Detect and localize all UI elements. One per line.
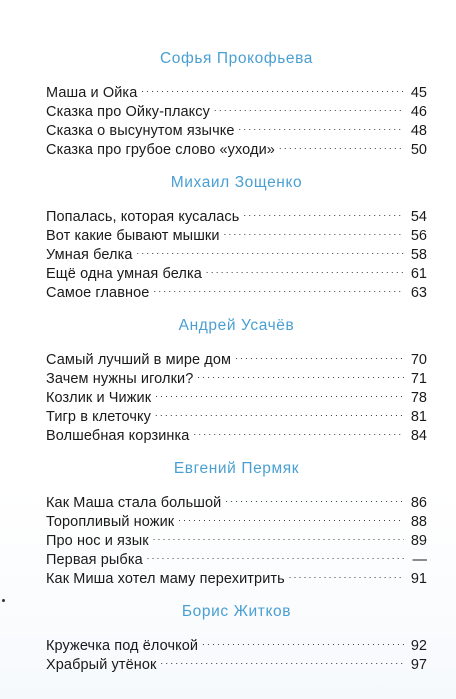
toc-section xyxy=(46,313,427,444)
stray-ink-mark xyxy=(2,599,5,602)
entry-list xyxy=(46,202,427,301)
entry-list xyxy=(46,78,427,158)
entry-page-number: 48 xyxy=(410,123,427,139)
dot-leader xyxy=(147,545,404,564)
dot-leader xyxy=(155,402,404,421)
dot-leader xyxy=(289,564,404,583)
dot-leader xyxy=(224,221,404,240)
entry-page-number: 58 xyxy=(410,247,427,263)
entry-page-number: 46 xyxy=(410,104,427,120)
dot-leader xyxy=(153,526,404,545)
toc-entry xyxy=(46,78,427,101)
dot-leader xyxy=(197,364,404,383)
dot-leader xyxy=(178,507,404,526)
entry-page-number: 86 xyxy=(410,495,427,511)
entry-page-number: 61 xyxy=(410,266,427,282)
dot-leader xyxy=(235,345,404,364)
entry-page-number: 63 xyxy=(410,285,427,301)
entry-title: Зачем нужны иголки? xyxy=(46,371,194,387)
dot-leader xyxy=(137,240,405,259)
entry-title: Как Миша хотел маму перехитрить xyxy=(46,571,285,587)
dot-leader xyxy=(225,488,404,507)
entry-page-number: 71 xyxy=(410,371,427,387)
entry-page-number: 88 xyxy=(410,514,427,530)
toc-entry xyxy=(46,202,427,225)
entry-title: Самый лучший в мире дом xyxy=(46,352,232,368)
entry-title: Козлик и Чижик xyxy=(46,390,152,406)
toc-entry xyxy=(46,488,427,511)
entry-title: Маша и Ойка xyxy=(46,85,138,101)
dot-leader xyxy=(193,421,404,440)
toc-section xyxy=(46,456,427,587)
entry-title: Первая рыбка xyxy=(46,552,143,568)
toc-entry xyxy=(46,345,427,368)
entry-page-number: 50 xyxy=(410,142,427,158)
dot-leader xyxy=(141,78,404,97)
entry-title: Вот какие бывают мышки xyxy=(46,228,220,244)
entry-title: Кружечка под ёлочкой xyxy=(46,638,199,654)
entry-page-number: 97 xyxy=(410,657,427,673)
entry-page-number: 78 xyxy=(410,390,427,406)
entry-title: Тигр в клеточку xyxy=(46,409,152,425)
entry-list xyxy=(46,345,427,444)
entry-page-number: — xyxy=(412,552,427,568)
author-heading: Михаил Зощенко xyxy=(170,174,303,191)
dot-leader xyxy=(161,650,405,669)
entry-page-number: 45 xyxy=(410,85,427,101)
entry-title: Храбрый утёнок xyxy=(46,657,157,673)
dot-leader xyxy=(239,116,404,135)
entry-title: Про нос и язык xyxy=(46,533,149,549)
entry-title: Как Маша стала большой xyxy=(46,495,222,511)
table-of-contents xyxy=(46,46,427,673)
entry-page-number: 84 xyxy=(410,428,427,444)
author-heading: Софья Прокофьева xyxy=(159,50,314,67)
entry-title: Сказка про грубое слово «уходи» xyxy=(46,142,275,158)
toc-section xyxy=(46,46,427,158)
entry-page-number: 54 xyxy=(410,209,427,225)
entry-title: Самое главное xyxy=(46,285,150,301)
toc-section xyxy=(46,170,427,301)
dot-leader xyxy=(214,97,404,116)
entry-page-number: 56 xyxy=(410,228,427,244)
toc-section xyxy=(46,599,427,673)
entry-page-number: 92 xyxy=(410,638,427,654)
dot-leader xyxy=(206,259,404,278)
dot-leader xyxy=(279,135,404,154)
dot-leader xyxy=(202,631,404,650)
author-heading: Андрей Усачёв xyxy=(178,317,295,334)
entry-title: Сказка о высунутом язычке xyxy=(46,123,235,139)
entry-title: Ещё одна умная белка xyxy=(46,266,202,282)
dot-leader xyxy=(243,202,404,221)
entry-title: Умная белка xyxy=(46,247,133,263)
entry-page-number: 70 xyxy=(410,352,427,368)
entry-list xyxy=(46,488,427,587)
entry-title: Волшебная корзинка xyxy=(46,428,190,444)
entry-page-number: 89 xyxy=(410,533,427,549)
toc-entry xyxy=(46,631,427,654)
dot-leader xyxy=(155,383,404,402)
entry-list xyxy=(46,631,427,673)
entry-title: Попалась, которая кусалась xyxy=(46,209,240,225)
dot-leader xyxy=(153,278,404,297)
entry-title: Сказка про Ойку-плаксу xyxy=(46,104,210,120)
entry-page-number: 81 xyxy=(410,409,427,425)
entry-page-number: 91 xyxy=(410,571,427,587)
entry-title: Торопливый ножик xyxy=(46,514,175,530)
author-heading: Борис Житков xyxy=(181,603,292,620)
author-heading: Евгений Пермяк xyxy=(173,460,300,477)
